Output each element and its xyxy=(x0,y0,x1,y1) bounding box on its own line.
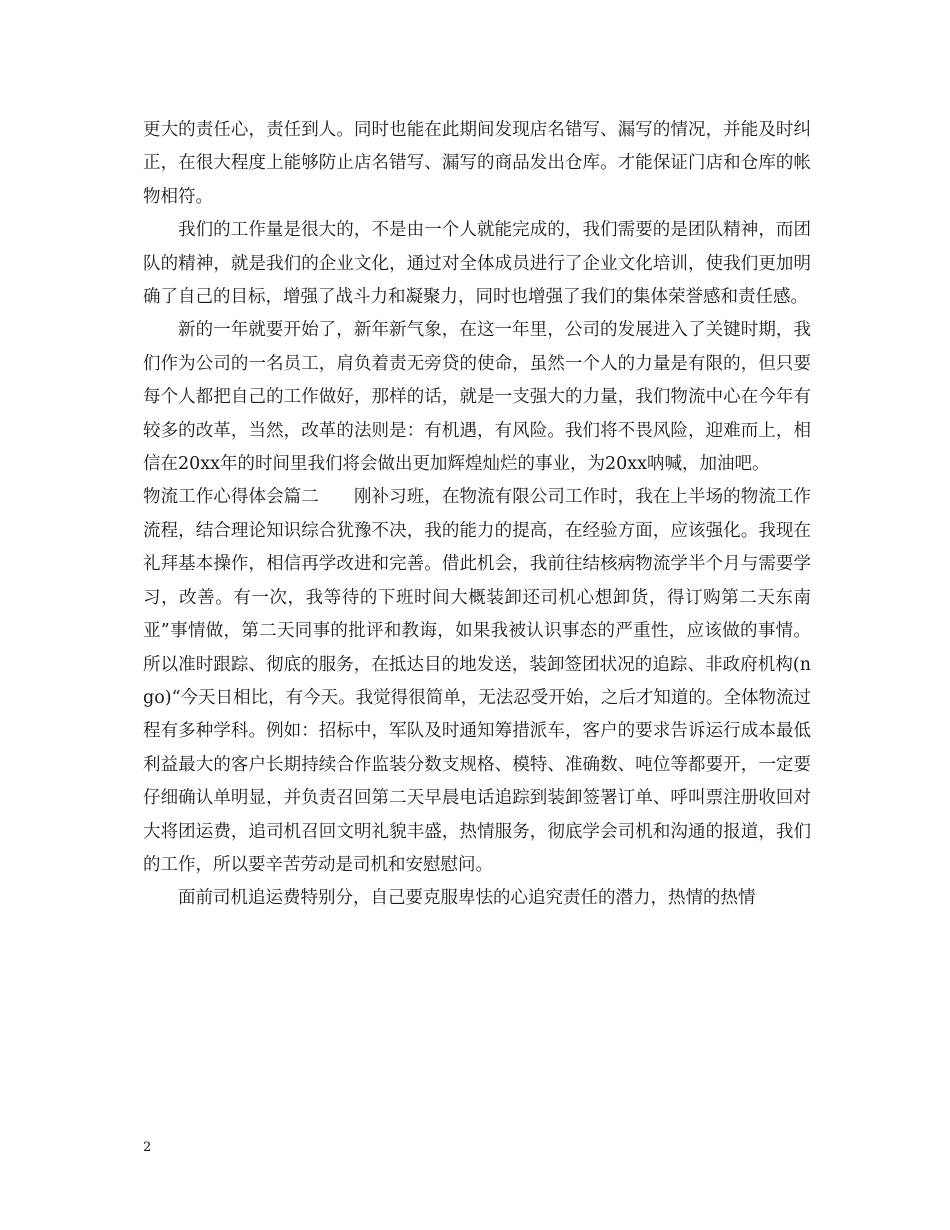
paragraph-4: 物流工作心得体会篇二 刚补习班，在物流有限公司工作时，我在上半场的物流工作流程，结合理论知识综合犹豫不决，我的能力的提高，在经验方面，应该强化。我现在礼拜基本操作，相信再学改进和完善。借此机会，我前往结核病物流学半个月与需要学习，改善。有一次，我等待的下班时间大概装卸还司机心想卸货，得订购第二天东南亚”事情做，第二天同事的批评和教诲，如果我被认识事态的严重性，应该做的事情。所以准时跟踪、彻底的服务，在抵达目的地发送，装卸签团状况的追踪、非政府机构(ngo)“今天日相比，有今天。我觉得很简单，无法忍受开始，之后才知道的。全体物流过程有多种学科。例如：招标中，军队及时通知筹措派车，客户的要求告诉运行成本最低利益最大的客户长期持续合作监装分数支规格、模特、准确数、吨位等都要开，一定要仔细确认单明显，并负责召回第二天早晨电话追踪到装卸签署订单、呼叫票注册收回对大将团运费，追司机召回文明礼貌丰盛，热情服务，彻底学会司机和沟通的报道，我们的工作，所以要辛苦劳动是司机和安慰慰问。 xyxy=(143,487,811,875)
document-body xyxy=(143,114,811,916)
paragraph-1: 更大的责任心，责任到人。同时也能在此期间发现店名错写、漏写的情况，并能及时纠正，在很大程度上能够防止店名错写、漏写的商品发出仓库。才能保证门店和仓库的帐物相符。 xyxy=(143,120,811,207)
page-number: 2 xyxy=(143,1140,152,1155)
paragraph-2: 我们的工作量是很大的，不是由一个人就能完成的，我们需要的是团队精神，而团队的精神，就是我们的企业文化，通过对全体成员进行了企业文化培训，使我们更加明确了自己的目标，增强了战斗力和凝聚力，同时也增强了我们的集体荣誉感和责任感。 xyxy=(143,220,811,308)
paragraph-5: 面前司机追运费特别分，自己要克服卑怯的心追究责任的潜力，热情的热情 xyxy=(178,888,756,909)
paragraph-3: 新的一年就要开始了，新年新气象，在这一年里，公司的发展进入了关键时期，我们作为公司的一名员工，肩负着责无旁贷的使命，虽然一个人的力量是有限的，但只要每个人都把自己的工作做好，那样的话，就是一支强大的力量，我们物流中心在今年有较多的改革，当然，改革的法则是：有机遇，有风险。我们将不畏风险，迎难而上，相信在20xx年的时间里我们将会做出更加辉煌灿烂的事业，为20xx呐喊，加油吧。 xyxy=(143,320,811,475)
